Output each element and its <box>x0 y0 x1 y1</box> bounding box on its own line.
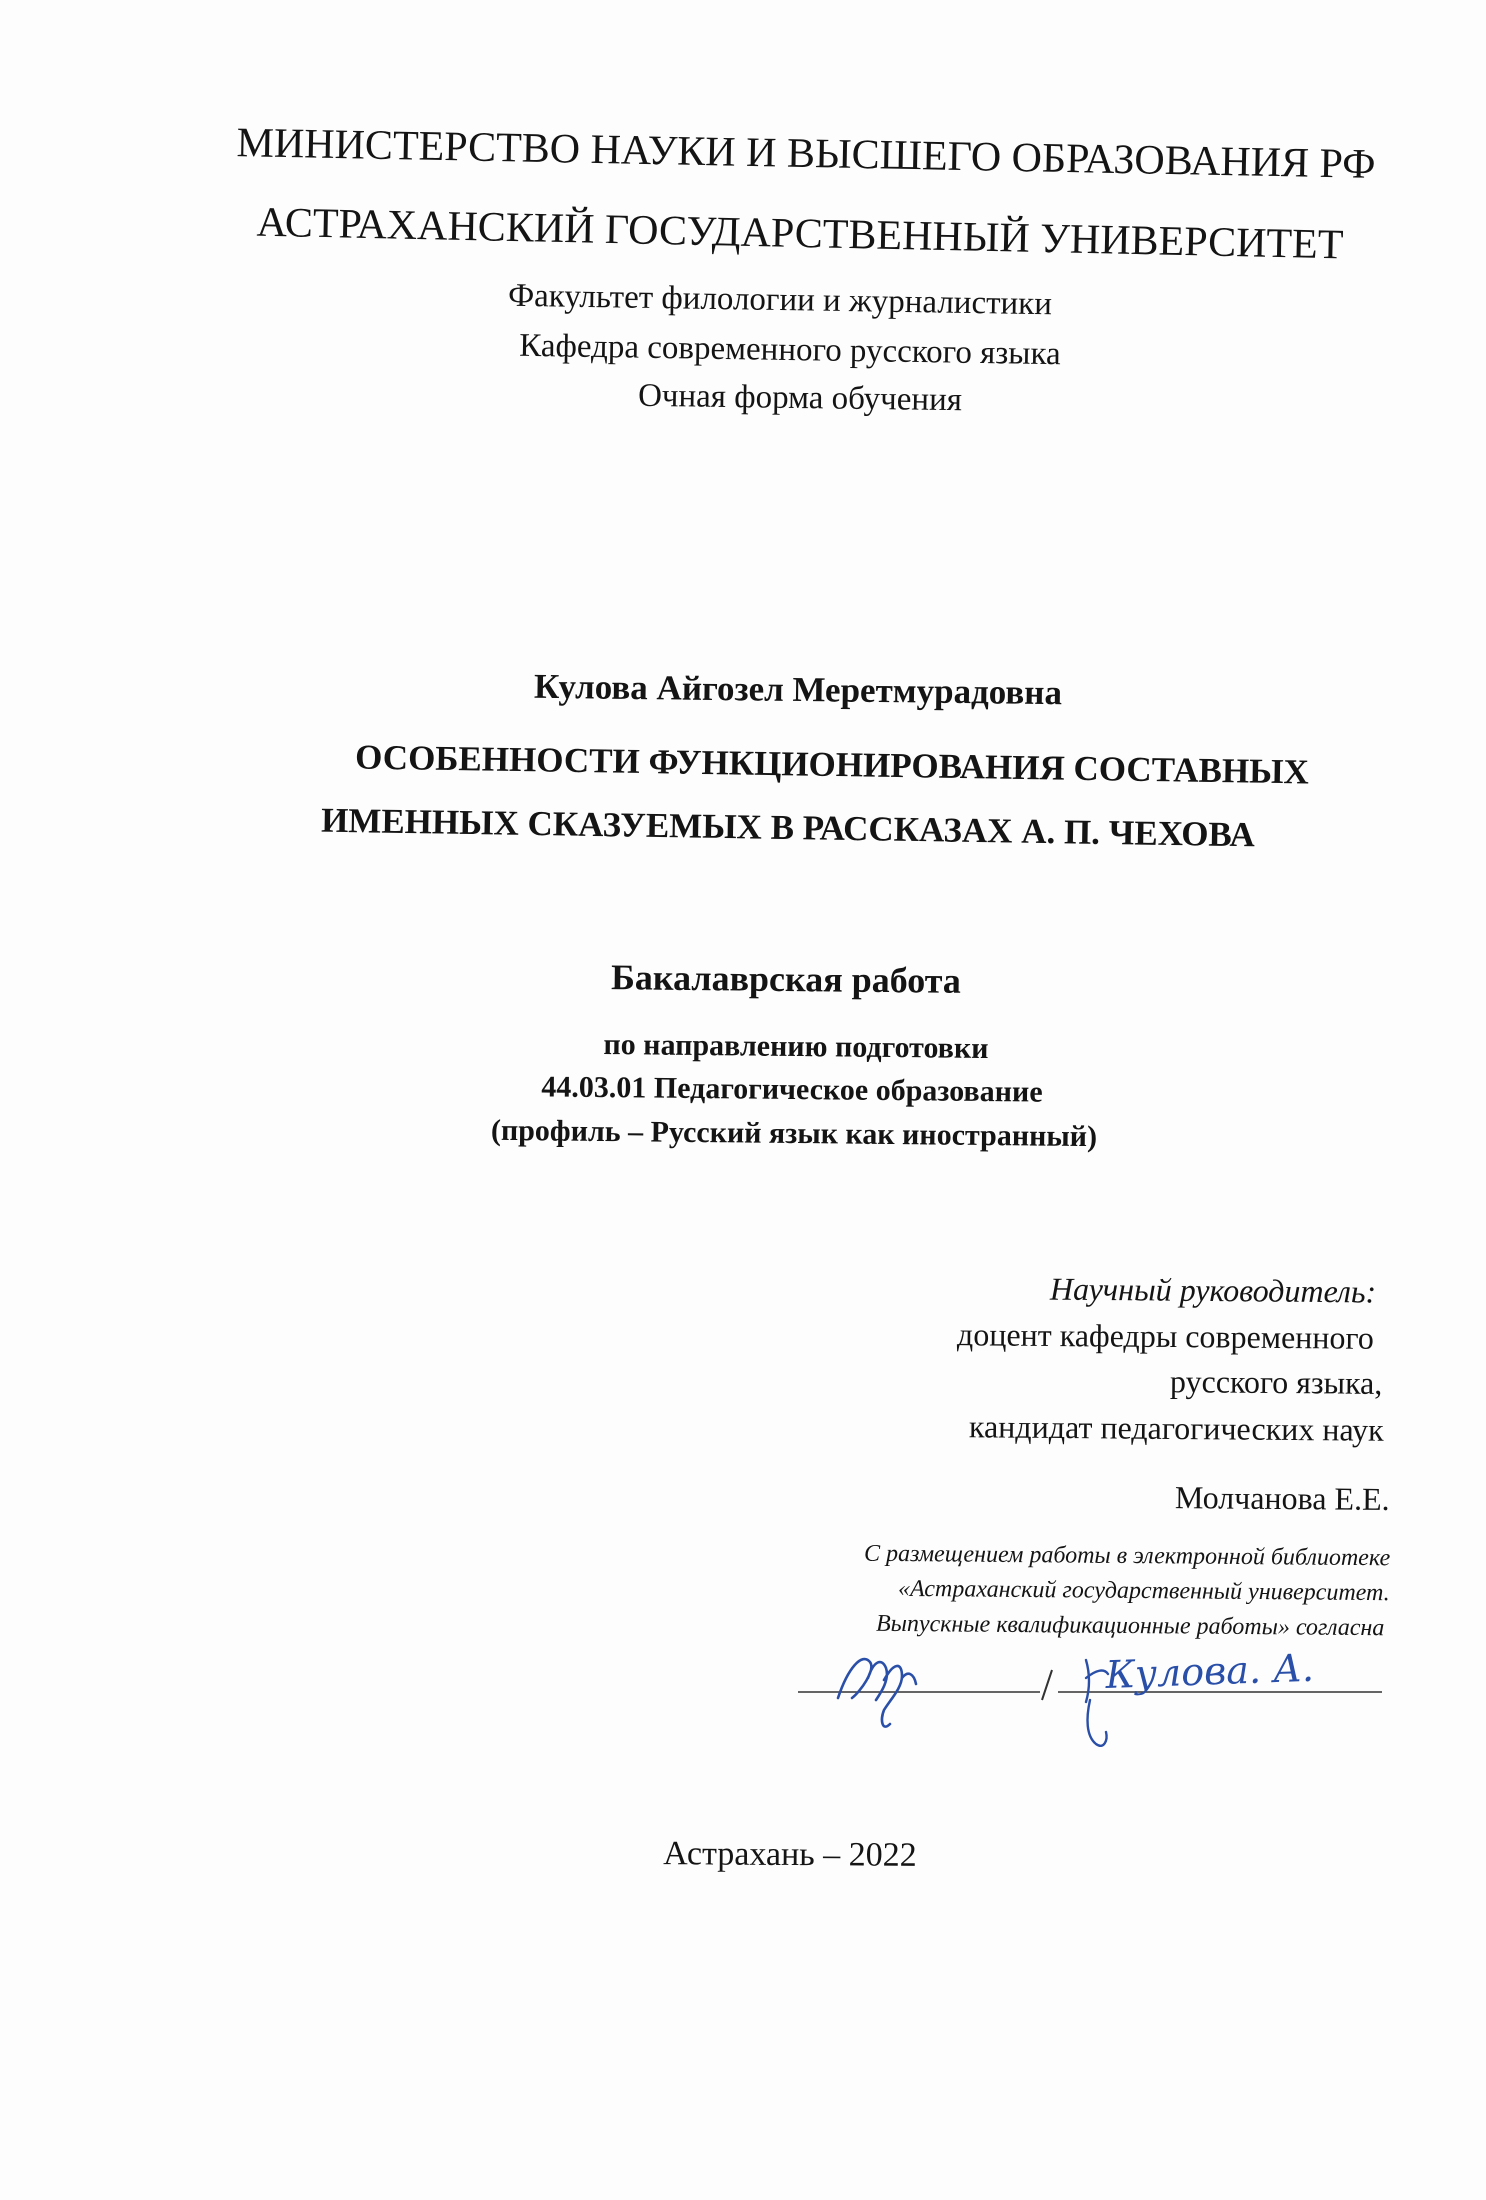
signature-drawing <box>790 1640 1390 1770</box>
consent-line-1: С размещением работы в электронной библиотеке <box>863 1540 1391 1572</box>
work-type: Бакалаврская работа <box>610 957 962 1001</box>
supervisor-position-line-2: русского языка, <box>1169 1363 1383 1401</box>
program-profile: (профиль – Русский язык как иностранный) <box>490 1113 1098 1154</box>
author-name: Кулова Айгозел Меретмурадовна <box>533 666 1063 713</box>
study-form: Очная форма обучения <box>637 377 963 419</box>
signature-block <box>790 1640 1390 1770</box>
faculty-name: Факультет филологии и журналистики <box>507 277 1053 323</box>
program-code: 44.03.01 Педагогическое образование <box>541 1070 1043 1109</box>
ministry-heading: МИНИСТЕРСТВО НАУКИ И ВЫСШЕГО ОБРАЗОВАНИЯ РФ <box>236 120 1376 188</box>
supervisor-label: Научный руководитель: <box>1049 1270 1377 1310</box>
direction-label: по направлению подготовки <box>603 1027 989 1066</box>
university-heading: АСТРАХАНСКИЙ ГОСУДАРСТВЕННЫЙ УНИВЕРСИТЕТ <box>256 199 1344 269</box>
supervisor-degree: кандидат педагогических наук <box>969 1408 1385 1448</box>
student-signature-text: Кулова. А. <box>1104 1645 1315 1697</box>
signature-separator-text: / <box>1034 1698 1035 1699</box>
supervisor-signature <box>838 1659 916 1727</box>
city-year: Астрахань – 2022 <box>663 1835 917 1874</box>
work-title-line-1: ОСОБЕННОСТИ ФУНКЦИОНИРОВАНИЯ СОСТАВНЫХ <box>354 737 1310 792</box>
consent-line-3: Выпускные квалификационные работы» согласна <box>875 1610 1385 1642</box>
department-name: Кафедра современного русского языка <box>519 327 1061 373</box>
supervisor-position-line-1: доцент кафедры современного <box>957 1316 1375 1356</box>
signature-separator <box>1042 1670 1052 1700</box>
consent-line-2: «Астраханский государственный университет. <box>898 1575 1391 1607</box>
supervisor-name: Молчанова Е.Е. <box>1175 1479 1391 1517</box>
work-title-line-2: ИМЕННЫХ СКАЗУЕМЫХ В РАССКАЗАХ А. П. ЧЕХОВА <box>320 800 1256 855</box>
